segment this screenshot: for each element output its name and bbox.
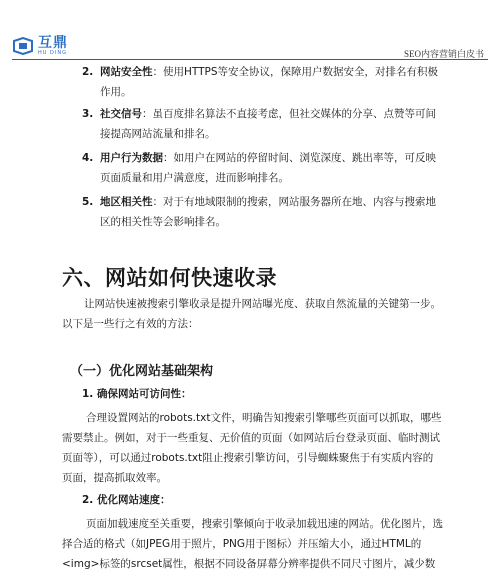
paragraph-line: 合理设置网站的robots.txt文件，明确告知搜索引擎哪些页面可以抓取，哪些: [86, 412, 442, 424]
section-intro: [62, 294, 442, 314]
paragraph-line: <img>标签的srcset属性，根据不同设备屏幕分辨率提供不同尺寸图片，减少数: [62, 558, 436, 570]
list-item-term: 社交信号: [100, 108, 142, 120]
point-heading: 1. 确保网站可访问性：: [82, 388, 192, 400]
section-heading: 六、网站如何快速收录: [62, 266, 277, 290]
list-item-text-cont: 页面质量和用户满意度，进而影响排名。: [100, 172, 289, 184]
paragraph-line: 页面加载速度至关重要，搜索引擎倾向于收录加载迅速的网站。优化图片，选: [86, 518, 443, 530]
list-item-text: ：对于有地域限制的搜索，网站服务器所在地、内容与搜索地: [152, 196, 436, 208]
list-item: [82, 62, 442, 102]
section-intro-line: 让网站快速被搜索引擎收录是提升网站曝光度、获取自然流量的关键第一步。: [84, 298, 441, 310]
list-item-term: 地区相关性: [100, 196, 153, 208]
logo-mark-icon: [12, 37, 34, 55]
paragraph-line: 需要禁止。例如，对于一些重复、无价值的页面（如网站后台登录页面、临时测试: [62, 432, 440, 444]
list-item-text-cont: 作用。: [100, 86, 132, 98]
list-item-text-cont: 区的相关性等会影响排名。: [100, 216, 226, 228]
list-item-text: ：如用户在网站的停留时间、浏览深度、跳出率等，可反映: [163, 152, 436, 164]
list-item: [82, 148, 442, 188]
header-divider: [12, 59, 488, 60]
logo-text: 互鼎: [38, 35, 68, 51]
paragraph-line: 页面等），可以通过robots.txt阻止搜索引擎访问，引导蜘蛛聚焦于有实质内容的: [62, 452, 434, 464]
document-title: SEO内容营销白皮书: [403, 49, 484, 59]
list-item-term: 用户行为数据: [100, 152, 163, 164]
point-heading: 2. 优化网站速度：: [82, 494, 171, 506]
list-item-text-cont: 接提高网站流量和排名。: [100, 128, 216, 140]
list-item-number: 3.: [82, 108, 94, 120]
section-intro-line: 以下是一些行之有效的方法：: [62, 318, 199, 330]
list-item: [82, 104, 442, 144]
list-item: [82, 192, 442, 232]
page-header: [0, 0, 500, 62]
list-item-number: 4.: [82, 152, 94, 164]
paragraph-line: 页面，提高抓取效率。: [62, 472, 167, 484]
logo-subtext: HU DING: [38, 50, 67, 56]
list-item-number: 2.: [82, 66, 94, 78]
company-logo: [12, 36, 68, 56]
subsection-heading: （一）优化网站基础架构: [70, 364, 214, 379]
list-item-text: ：虽百度排名算法不直接考虑，但社交媒体的分享、点赞等可间: [142, 108, 436, 120]
paragraph-line: 择合适的格式（如JPEG用于照片，PNG用于图标）并压缩大小，通过HTML的: [62, 538, 422, 550]
list-item-text: ：使用HTTPS等安全协议，保障用户数据安全，对排名有积极: [152, 66, 439, 78]
section-intro-cont: [62, 314, 442, 334]
list-item-number: 5.: [82, 196, 94, 208]
list-item-term: 网站安全性: [100, 66, 153, 78]
